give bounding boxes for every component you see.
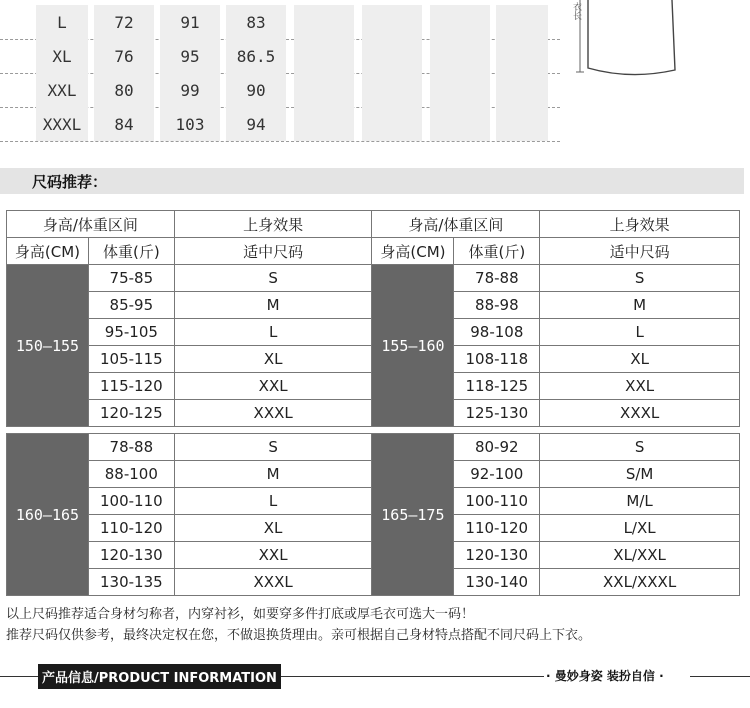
footer-divider-left <box>0 676 38 677</box>
recommended-size: M <box>174 292 372 319</box>
size-note-2: 推荐尺码仅供参考，最终决定权在您，不做退换货理由。亲可根据自己身材特点搭配不同尺码上下衣。 <box>6 628 592 643</box>
weight-range: 120-130 <box>88 542 174 569</box>
weight-range: 110-120 <box>88 515 174 542</box>
recommended-size: M <box>174 461 372 488</box>
size-header: 适中尺码 <box>174 238 372 265</box>
empty-cell <box>362 73 422 107</box>
weight-range: 125-130 <box>454 400 540 427</box>
recommended-size: XXXL <box>174 569 372 596</box>
weight-range: 118-125 <box>454 373 540 400</box>
measure-cell: 90 <box>226 73 286 107</box>
empty-cell <box>362 5 422 39</box>
size-note-1: 以上尺码推荐适合身材匀称者，内穿衬衫，如要穿多件打底或厚毛衣可选大一码！ <box>6 607 475 622</box>
measure-cell: 95 <box>160 39 220 73</box>
size-header: 适中尺码 <box>540 238 740 265</box>
garment-diagram <box>560 0 750 90</box>
measure-cell: 103 <box>160 107 220 141</box>
recommended-size: XL <box>174 515 372 542</box>
empty-cell <box>294 39 354 73</box>
recommended-size: M <box>540 292 740 319</box>
recommended-size: XL/XXL <box>540 542 740 569</box>
weight-range: 88-100 <box>88 461 174 488</box>
weight-range: 92-100 <box>454 461 540 488</box>
measure-cell: 83 <box>226 5 286 39</box>
weight-range: 100-110 <box>454 488 540 515</box>
weight-range: 130-140 <box>454 569 540 596</box>
weight-range: 88-98 <box>454 292 540 319</box>
height-header: 身高(CM) <box>372 238 454 265</box>
weight-range: 110-120 <box>454 515 540 542</box>
recommended-size: M/L <box>540 488 740 515</box>
recommended-size: S/M <box>540 461 740 488</box>
weight-range: 105-115 <box>88 346 174 373</box>
recommended-size: XXL/XXXL <box>540 569 740 596</box>
weight-range: 78-88 <box>454 265 540 292</box>
height-header: 身高(CM) <box>7 238 89 265</box>
effect-header: 上身效果 <box>174 211 372 238</box>
size-cell: L <box>36 5 88 39</box>
weight-range: 120-130 <box>454 542 540 569</box>
weight-range: 80-92 <box>454 434 540 461</box>
weight-range: 108-118 <box>454 346 540 373</box>
recommended-size: XXL <box>174 542 372 569</box>
empty-cell <box>430 39 490 73</box>
weight-range: 120-125 <box>88 400 174 427</box>
measure-cell: 91 <box>160 5 220 39</box>
measure-cell: 76 <box>94 39 154 73</box>
size-cell: XXL <box>36 73 88 107</box>
recommended-size: XXXL <box>174 400 372 427</box>
weight-header: 体重(斤) <box>88 238 174 265</box>
weight-header: 体重(斤) <box>454 238 540 265</box>
recommended-size: S <box>174 434 372 461</box>
recommended-size: L <box>174 488 372 515</box>
effect-header: 上身效果 <box>540 211 740 238</box>
weight-range: 98-108 <box>454 319 540 346</box>
height-range: 165–175 <box>372 434 454 596</box>
recommended-size: L <box>174 319 372 346</box>
recommended-size: S <box>540 434 740 461</box>
empty-cell <box>362 107 422 141</box>
section-header-bar <box>0 168 744 194</box>
empty-cell <box>362 39 422 73</box>
weight-range: 130-135 <box>88 569 174 596</box>
height-range: 150–155 <box>7 265 89 427</box>
footer-divider-right <box>690 676 750 677</box>
measure-cell: 86.5 <box>226 39 286 73</box>
measure-cell: 84 <box>94 107 154 141</box>
measure-cell: 94 <box>226 107 286 141</box>
recommended-size: XXL <box>174 373 372 400</box>
footer-divider-middle <box>268 676 544 677</box>
weight-range: 115-120 <box>88 373 174 400</box>
empty-cell <box>294 107 354 141</box>
recommended-size: XL <box>174 346 372 373</box>
measure-cell: 80 <box>94 73 154 107</box>
size-chart-table <box>0 0 560 160</box>
range-header: 身高/体重区间 <box>7 211 175 238</box>
empty-cell <box>430 107 490 141</box>
height-range: 160–165 <box>7 434 89 596</box>
footer-slogan: · 曼妙身姿 装扮自信 · <box>546 669 664 683</box>
length-label: 衣长 <box>571 2 581 20</box>
empty-cell <box>430 73 490 107</box>
size-row-xl <box>0 39 560 74</box>
empty-cell <box>430 5 490 39</box>
size-row-l <box>0 5 560 40</box>
measure-cell: 99 <box>160 73 220 107</box>
empty-cell <box>496 73 548 107</box>
size-cell: XXXL <box>36 107 88 141</box>
empty-cell <box>496 39 548 73</box>
empty-cell <box>294 5 354 39</box>
weight-range: 100-110 <box>88 488 174 515</box>
recommended-size: XL <box>540 346 740 373</box>
empty-cell <box>496 107 548 141</box>
empty-cell <box>496 5 548 39</box>
range-header: 身高/体重区间 <box>372 211 540 238</box>
size-recommendation-table-2 <box>6 433 740 596</box>
size-row-xxl <box>0 73 560 108</box>
size-recommendation-table-1 <box>6 210 740 427</box>
weight-range: 75-85 <box>88 265 174 292</box>
weight-range: 78-88 <box>88 434 174 461</box>
empty-cell <box>294 73 354 107</box>
height-range: 155–160 <box>372 265 454 427</box>
recommended-size: XXXL <box>540 400 740 427</box>
size-cell: XL <box>36 39 88 73</box>
recommended-size: L <box>540 319 740 346</box>
recommended-size: S <box>174 265 372 292</box>
recommended-size: L/XL <box>540 515 740 542</box>
measure-cell: 72 <box>94 5 154 39</box>
recommended-size: S <box>540 265 740 292</box>
weight-range: 95-105 <box>88 319 174 346</box>
section-title: 尺码推荐： <box>32 173 108 191</box>
product-info-label: 产品信息/PRODUCT INFORMATION <box>38 664 281 689</box>
garment-outline-icon <box>560 0 750 90</box>
recommended-size: XXL <box>540 373 740 400</box>
size-row-xxxl <box>0 107 560 142</box>
weight-range: 85-95 <box>88 292 174 319</box>
